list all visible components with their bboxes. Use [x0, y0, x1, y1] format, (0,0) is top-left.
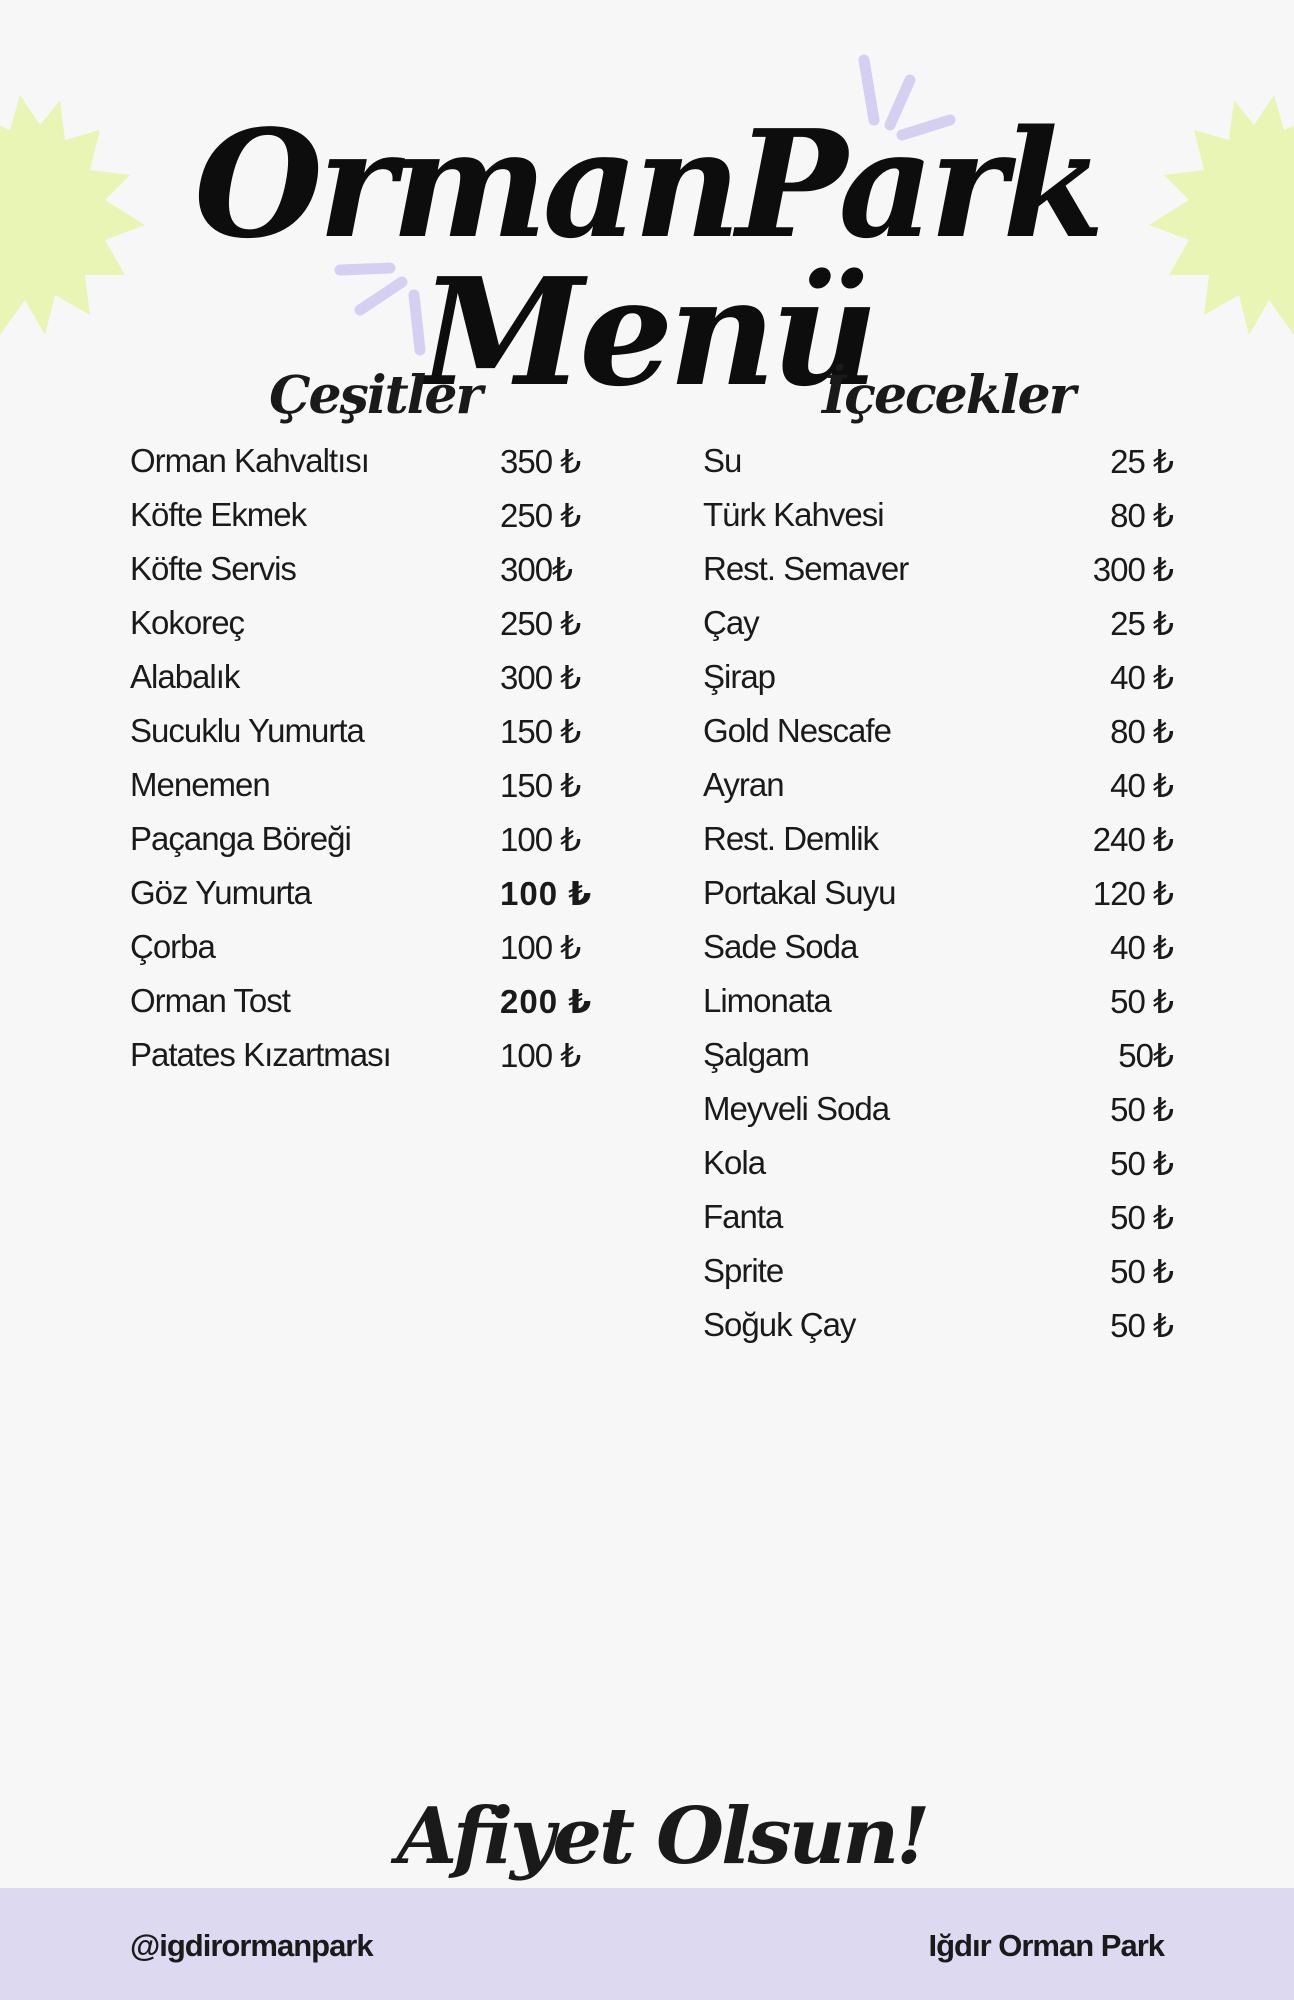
- item-name: Rest. Semaver: [703, 550, 909, 587]
- item-price: 50 ₺: [1110, 1144, 1173, 1182]
- menu-title: OrmanPark Menü: [194, 97, 1100, 419]
- menu-item: [130, 974, 610, 1028]
- menu-item: [703, 596, 1173, 650]
- menu-item: [703, 974, 1173, 1028]
- item-price: 200 ₺: [500, 982, 593, 1020]
- menu-item: [703, 758, 1173, 812]
- venue-name: Iğdır Orman Park: [928, 1928, 1164, 1963]
- food-section: [130, 365, 610, 1082]
- item-price: 50 ₺: [1110, 982, 1173, 1020]
- menu-item: [130, 434, 610, 488]
- item-price: 50 ₺: [1110, 1090, 1173, 1128]
- item-price: 150 ₺: [500, 766, 581, 804]
- menu-item: [130, 488, 610, 542]
- menu-item: [703, 812, 1173, 866]
- menu-item: [130, 650, 610, 704]
- menu-item: [130, 596, 610, 650]
- item-name: Patates Kızartması: [130, 1036, 391, 1073]
- item-price: 300 ₺: [500, 658, 581, 696]
- item-name: Şalgam: [703, 1036, 809, 1073]
- menu-item: [703, 1190, 1173, 1244]
- menu-item: [703, 1298, 1173, 1352]
- item-price: 150 ₺: [500, 712, 581, 750]
- item-name: Köfte Ekmek: [130, 496, 307, 533]
- item-name: Çorba: [130, 928, 215, 965]
- item-name: Meyveli Soda: [703, 1090, 890, 1127]
- item-price: 80 ₺: [1110, 712, 1173, 750]
- item-price: 50 ₺: [1110, 1252, 1173, 1290]
- item-name: Paçanga Böreği: [130, 820, 351, 857]
- item-price: 25 ₺: [1110, 604, 1173, 642]
- item-name: Çay: [703, 604, 759, 641]
- drinks-heading: İçecekler: [821, 365, 1075, 426]
- menu-item: [130, 866, 610, 920]
- footer-bar: [0, 1888, 1294, 2000]
- menu-item: [703, 866, 1173, 920]
- item-name: Rest. Demlik: [703, 820, 879, 857]
- social-handle: @igdirormanpark: [130, 1928, 373, 1963]
- menu-item: [130, 920, 610, 974]
- item-price: 100 ₺: [500, 820, 581, 858]
- item-name: Menemen: [130, 766, 270, 803]
- menu-item: [703, 650, 1173, 704]
- drinks-section: [703, 365, 1173, 1352]
- item-name: Sucuklu Yumurta: [130, 712, 364, 749]
- item-price: 40 ₺: [1110, 928, 1173, 966]
- item-name: Sade Soda: [703, 928, 858, 965]
- food-heading: Çeşitler: [269, 365, 481, 426]
- item-price: 40 ₺: [1110, 658, 1173, 696]
- item-name: Soğuk Çay: [703, 1306, 856, 1343]
- item-price: 100 ₺: [500, 874, 593, 912]
- item-price: 350 ₺: [500, 442, 581, 480]
- menu-item: [130, 704, 610, 758]
- item-price: 50 ₺: [1110, 1306, 1173, 1344]
- menu-item: [703, 1082, 1173, 1136]
- menu-item: [130, 758, 610, 812]
- item-name: Alabalık: [130, 658, 240, 695]
- menu-item: [703, 920, 1173, 974]
- item-name: Su: [703, 442, 742, 479]
- item-name: Orman Kahvaltısı: [130, 442, 369, 479]
- item-price: 50₺: [1118, 1036, 1173, 1074]
- item-price: 120 ₺: [1092, 874, 1173, 912]
- menu-item: [130, 812, 610, 866]
- item-name: Şirap: [703, 658, 776, 695]
- closing-message: Afiyet Olsun!: [396, 1791, 928, 1882]
- item-price: 250 ₺: [500, 604, 581, 642]
- menu-item: [703, 542, 1173, 596]
- item-name: Fanta: [703, 1198, 783, 1235]
- item-price: 50 ₺: [1110, 1198, 1173, 1236]
- menu-item: [703, 704, 1173, 758]
- item-price: 100 ₺: [500, 928, 581, 966]
- item-price: 250 ₺: [500, 496, 581, 534]
- menu-item: [703, 1244, 1173, 1298]
- item-name: Gold Nescafe: [703, 712, 891, 749]
- item-name: Köfte Servis: [130, 550, 296, 587]
- item-price: 25 ₺: [1110, 442, 1173, 480]
- item-name: Portakal Suyu: [703, 874, 896, 911]
- item-name: Kola: [703, 1144, 766, 1181]
- menu-item: [703, 434, 1173, 488]
- item-name: Türk Kahvesi: [703, 496, 884, 533]
- item-price: 300₺: [500, 550, 573, 588]
- menu-item: [130, 542, 610, 596]
- item-price: 40 ₺: [1110, 766, 1173, 804]
- item-name: Kokoreç: [130, 604, 245, 641]
- menu-item: [130, 1028, 610, 1082]
- item-name: Limonata: [703, 982, 831, 1019]
- item-name: Göz Yumurta: [130, 874, 311, 911]
- menu-item: [703, 488, 1173, 542]
- item-name: Ayran: [703, 766, 784, 803]
- menu-item: [703, 1136, 1173, 1190]
- item-name: Sprite: [703, 1252, 784, 1289]
- item-name: Orman Tost: [130, 982, 290, 1019]
- item-price: 100 ₺: [500, 1036, 581, 1074]
- item-price: 80 ₺: [1110, 496, 1173, 534]
- item-price: 300 ₺: [1092, 550, 1173, 588]
- item-price: 240 ₺: [1092, 820, 1173, 858]
- menu-item: [703, 1028, 1173, 1082]
